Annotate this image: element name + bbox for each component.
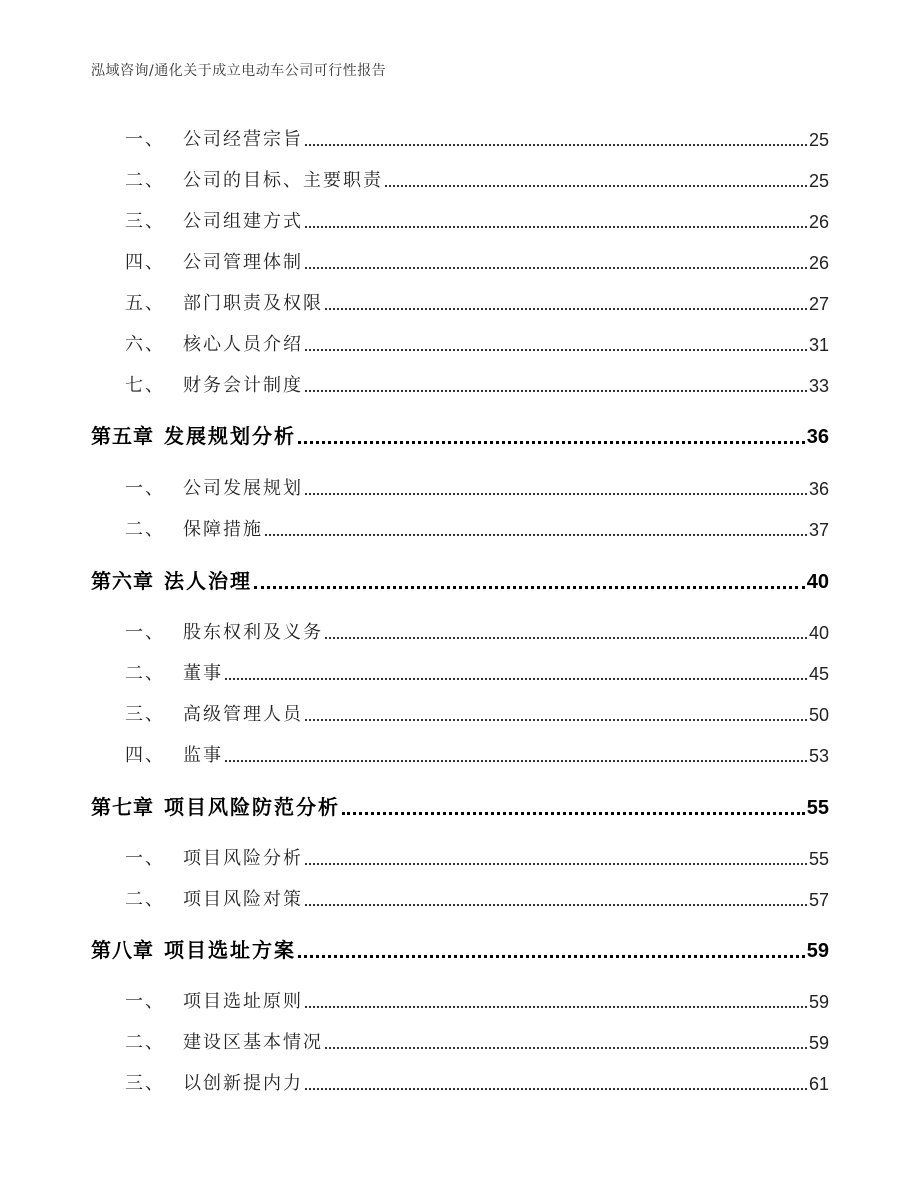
toc-entry-title: 保障措施 <box>183 519 263 540</box>
toc-entry-number: 五、 <box>125 293 165 314</box>
dot-leader <box>385 185 807 187</box>
toc-page-number: 55 <box>808 849 829 869</box>
toc-section-row[interactable] <box>91 987 829 1013</box>
toc-section-row[interactable] <box>91 166 829 192</box>
toc-page-number: 27 <box>808 294 829 314</box>
toc-section-row[interactable] <box>91 885 829 911</box>
toc-page-number: 50 <box>808 705 829 725</box>
toc-entry-title: 项目风险分析 <box>183 848 303 869</box>
toc-page-number: 26 <box>808 253 829 273</box>
toc-section-row[interactable] <box>91 1069 829 1095</box>
toc-entry-number: 三、 <box>125 211 165 232</box>
toc-entry-number: 七、 <box>125 375 165 396</box>
toc-entry-number: 二、 <box>125 170 165 191</box>
toc-section-row[interactable] <box>91 248 829 274</box>
toc-page-number: 55 <box>806 797 829 819</box>
toc-entry-title: 高级管理人员 <box>183 704 303 725</box>
toc-entry-title: 公司组建方式 <box>183 211 303 232</box>
toc-page-number: 25 <box>808 130 829 150</box>
dot-leader <box>325 1047 807 1049</box>
dot-leader <box>305 863 807 865</box>
toc-page-number: 61 <box>808 1074 829 1094</box>
toc-page-number: 59 <box>808 1033 829 1053</box>
toc-entry-number: 第八章 <box>91 938 154 962</box>
toc-entry-number: 四、 <box>125 745 165 766</box>
toc-page-number: 45 <box>808 664 829 684</box>
toc-entry-number: 一、 <box>125 478 165 499</box>
toc-entry-title: 公司发展规划 <box>183 478 303 499</box>
toc-entry-number: 第七章 <box>91 795 154 819</box>
dot-leader <box>305 719 807 721</box>
toc-section-row[interactable] <box>91 1028 829 1054</box>
toc-entry-number: 一、 <box>125 129 165 150</box>
dot-leader <box>298 441 805 444</box>
toc-chapter-row[interactable] <box>91 565 829 594</box>
dot-leader <box>225 760 807 762</box>
dot-leader <box>305 1088 807 1090</box>
toc-entry-title: 项目风险对策 <box>183 889 303 910</box>
toc-page-number: 37 <box>808 520 829 540</box>
toc-section-row[interactable] <box>91 700 829 726</box>
toc-section-row[interactable] <box>91 125 829 151</box>
toc-entry-title: 项目风险防范分析 <box>164 795 340 819</box>
toc-entry-number: 第五章 <box>91 424 154 448</box>
toc-entry-title: 董事 <box>183 663 223 684</box>
toc-section-row[interactable] <box>91 844 829 870</box>
dot-leader <box>225 678 807 680</box>
toc-chapter-row[interactable] <box>91 420 829 449</box>
toc-section-row[interactable] <box>91 618 829 644</box>
toc-entry-number: 六、 <box>125 334 165 355</box>
toc-page-number: 40 <box>806 571 829 593</box>
dot-leader <box>325 308 807 310</box>
toc-page-number: 31 <box>808 335 829 355</box>
toc-entry-number: 第六章 <box>91 569 154 593</box>
toc-section-row[interactable] <box>91 515 829 541</box>
dot-leader <box>325 637 807 639</box>
toc-entry-number: 三、 <box>125 704 165 725</box>
toc-entry-number: 四、 <box>125 252 165 273</box>
toc-page-number: 25 <box>808 171 829 191</box>
toc-entry-number: 二、 <box>125 519 165 540</box>
toc-section-row[interactable] <box>91 289 829 315</box>
dot-leader <box>305 1006 807 1008</box>
toc-entry-number: 二、 <box>125 663 165 684</box>
toc-entry-number: 一、 <box>125 848 165 869</box>
toc-chapter-row[interactable] <box>91 791 829 820</box>
toc-section-row[interactable] <box>91 371 829 397</box>
toc-section-row[interactable] <box>91 741 829 767</box>
toc-section-row[interactable] <box>91 207 829 233</box>
toc-entry-title: 法人治理 <box>164 569 252 593</box>
toc-page-number: 59 <box>808 992 829 1012</box>
toc-entry-number: 二、 <box>125 889 165 910</box>
toc-entry-title: 项目选址原则 <box>183 991 303 1012</box>
dot-leader <box>265 534 807 536</box>
toc-section-row[interactable] <box>91 474 829 500</box>
toc-entry-number: 二、 <box>125 1032 165 1053</box>
toc-entry-title: 以创新提内力 <box>183 1073 303 1094</box>
toc-chapter-row[interactable] <box>91 934 829 963</box>
toc-entry-title: 股东权利及义务 <box>183 622 323 643</box>
toc-page-number: 40 <box>808 623 829 643</box>
toc-page-number: 59 <box>806 940 829 962</box>
toc-entry-number: 三、 <box>125 1073 165 1094</box>
toc-entry-title: 发展规划分析 <box>164 424 296 448</box>
toc-page-number: 26 <box>808 212 829 232</box>
dot-leader <box>305 904 807 906</box>
toc-entry-title: 部门职责及权限 <box>183 293 323 314</box>
dot-leader <box>254 586 805 589</box>
dot-leader <box>305 493 807 495</box>
toc-entry-title: 建设区基本情况 <box>183 1032 323 1053</box>
dot-leader <box>305 144 807 146</box>
dot-leader <box>305 390 807 392</box>
dot-leader <box>342 812 805 815</box>
toc-entry-title: 财务会计制度 <box>183 375 303 396</box>
toc-entry-title: 监事 <box>183 745 223 766</box>
toc-entry-title: 公司经营宗旨 <box>183 129 303 150</box>
toc-page-number: 36 <box>808 479 829 499</box>
running-header: 泓域咨询/通化关于成立电动车公司可行性报告 <box>91 63 387 79</box>
toc-page-number: 33 <box>808 376 829 396</box>
toc-entry-number: 一、 <box>125 991 165 1012</box>
toc-entry-title: 公司的目标、主要职责 <box>183 170 383 191</box>
toc-page-number: 36 <box>806 426 829 448</box>
toc-section-row[interactable] <box>91 330 829 356</box>
dot-leader <box>305 349 807 351</box>
toc-entry-title: 公司管理体制 <box>183 252 303 273</box>
dot-leader <box>305 226 807 228</box>
toc-page-number: 53 <box>808 746 829 766</box>
toc-entry-title: 核心人员介绍 <box>183 334 303 355</box>
toc-section-row[interactable] <box>91 659 829 685</box>
toc-entry-title: 项目选址方案 <box>164 938 296 962</box>
toc-entry-number: 一、 <box>125 622 165 643</box>
dot-leader <box>305 267 807 269</box>
dot-leader <box>298 955 805 958</box>
toc-page-number: 57 <box>808 890 829 910</box>
